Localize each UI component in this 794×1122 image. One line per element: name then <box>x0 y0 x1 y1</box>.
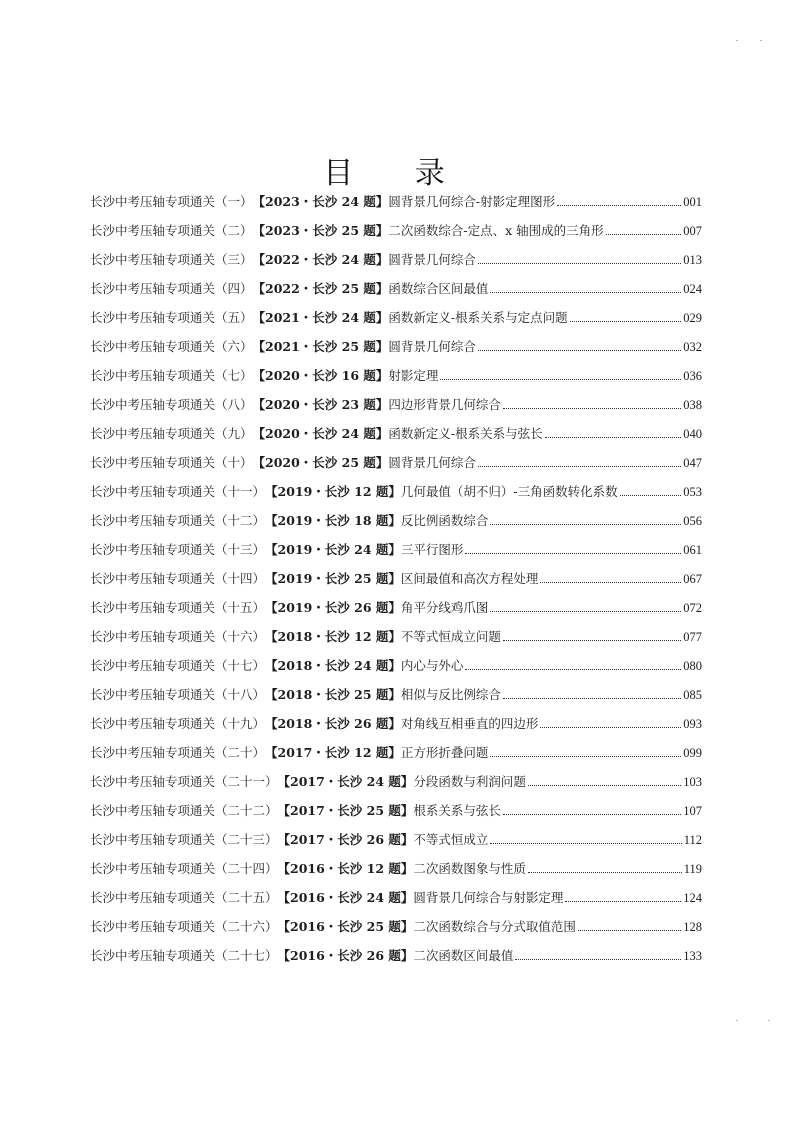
toc-entry[interactable] <box>90 192 702 221</box>
dot-leader <box>490 292 681 293</box>
toc-entry-series: 长沙中考压轴专项通关（二） <box>90 223 253 238</box>
toc-entry-tag: 【2016・长沙 24 题】 <box>277 890 414 905</box>
toc-entry-page-number: 061 <box>683 543 702 557</box>
toc-entry-tag: 【2021・长沙 25 题】 <box>252 339 389 354</box>
toc-entry[interactable] <box>90 859 702 888</box>
toc-entry-series: 长沙中考压轴专项通关（二十一） <box>90 774 278 789</box>
toc-entry-topic: 分段函数与利润问题 <box>413 774 526 789</box>
toc-entry-topic: 二次函数图象与性质 <box>413 861 526 876</box>
table-of-contents <box>90 192 702 975</box>
dot-leader <box>440 379 681 380</box>
toc-entry-series: 长沙中考压轴专项通关（十九） <box>90 716 266 731</box>
toc-entry-topic: 区间最值和高次方程处理 <box>400 571 539 586</box>
toc-entry-page-number: 032 <box>683 340 702 354</box>
toc-entry-page-number: 133 <box>683 949 702 963</box>
toc-entry-topic: 不等式恒成立 <box>413 832 489 847</box>
scan-speck <box>736 1020 738 1021</box>
dot-leader <box>557 205 681 206</box>
toc-entry-topic: 四边形背景几何综合 <box>388 397 501 412</box>
toc-entry-page-number: 013 <box>683 253 702 267</box>
toc-entry-series: 长沙中考压轴专项通关（三） <box>90 252 253 267</box>
toc-entry[interactable] <box>90 743 702 772</box>
toc-entry[interactable] <box>90 453 702 482</box>
toc-entry-tag: 【2018・长沙 25 题】 <box>265 687 401 702</box>
toc-entry-topic: 角平分线鸡爪图 <box>400 600 489 615</box>
toc-entry-page-number: 001 <box>683 195 702 209</box>
toc-entry-series: 长沙中考压轴专项通关（二十六） <box>90 919 278 934</box>
dot-leader <box>503 698 681 699</box>
toc-entry[interactable] <box>90 801 702 830</box>
toc-entry-tag: 【2018・长沙 12 题】 <box>265 629 401 644</box>
toc-entry-page-number: 128 <box>683 920 702 934</box>
toc-entry-page-number: 077 <box>683 630 702 644</box>
toc-entry[interactable] <box>90 540 702 569</box>
toc-entry-page-number: 067 <box>683 572 702 586</box>
toc-entry-page-number: 112 <box>683 833 702 847</box>
scan-speck <box>768 1020 770 1021</box>
toc-entry-series: 长沙中考压轴专项通关（二十七） <box>90 948 278 963</box>
toc-entry-page-number: 007 <box>683 224 702 238</box>
dot-leader <box>478 350 681 351</box>
toc-entry-tag: 【2020・长沙 25 题】 <box>252 455 389 470</box>
toc-entry-topic: 内心与外心 <box>400 658 464 673</box>
toc-entry-page-number: 093 <box>683 717 702 731</box>
toc-entry-topic: 函数综合区间最值 <box>388 281 489 296</box>
toc-entry[interactable] <box>90 714 702 743</box>
toc-entry[interactable] <box>90 627 702 656</box>
toc-entry-tag: 【2016・长沙 25 题】 <box>277 919 414 934</box>
toc-entry-tag: 【2016・长沙 12 题】 <box>277 861 414 876</box>
scan-speck <box>736 40 738 41</box>
dot-leader <box>503 640 681 641</box>
toc-entry-tag: 【2017・长沙 26 题】 <box>277 832 414 847</box>
toc-entry-page-number: 099 <box>683 746 702 760</box>
scan-speck <box>760 40 762 41</box>
toc-entry-series: 长沙中考压轴专项通关（十七） <box>90 658 266 673</box>
toc-entry[interactable] <box>90 946 702 975</box>
dot-leader <box>465 669 681 670</box>
toc-entry[interactable] <box>90 511 702 540</box>
toc-entry-tag: 【2020・长沙 24 题】 <box>252 426 389 441</box>
toc-entry-topic: 不等式恒成立问题 <box>400 629 501 644</box>
toc-entry-page-number: 053 <box>683 485 702 499</box>
dot-leader <box>503 814 681 815</box>
toc-entry[interactable] <box>90 395 702 424</box>
toc-entry-page-number: 056 <box>683 514 702 528</box>
toc-entry-tag: 【2017・长沙 24 题】 <box>277 774 414 789</box>
toc-entry-series: 长沙中考压轴专项通关（十一） <box>90 484 266 499</box>
toc-entry-page-number: 024 <box>683 282 702 296</box>
toc-entry-series: 长沙中考压轴专项通关（十六） <box>90 629 266 644</box>
toc-entry-tag: 【2020・长沙 16 题】 <box>252 368 389 383</box>
toc-entry-tag: 【2023・长沙 25 题】 <box>252 223 389 238</box>
toc-entry-tag: 【2019・长沙 25 题】 <box>265 571 401 586</box>
toc-entry-page-number: 085 <box>683 688 702 702</box>
toc-entry-tag: 【2018・长沙 24 题】 <box>265 658 401 673</box>
toc-entry-topic: 二次函数区间最值 <box>413 948 514 963</box>
toc-entry-tag: 【2019・长沙 18 题】 <box>265 513 401 528</box>
dot-leader <box>515 959 681 960</box>
dot-leader <box>490 524 681 525</box>
dot-leader <box>490 843 681 844</box>
toc-entry-series: 长沙中考压轴专项通关（六） <box>90 339 253 354</box>
toc-entry-tag: 【2019・长沙 24 题】 <box>265 542 401 557</box>
toc-entry-series: 长沙中考压轴专项通关（十三） <box>90 542 266 557</box>
dot-leader <box>490 756 681 757</box>
toc-entry-series: 长沙中考压轴专项通关（七） <box>90 368 253 383</box>
toc-entry-page-number: 103 <box>683 775 702 789</box>
toc-entry-series: 长沙中考压轴专项通关（十八） <box>90 687 266 702</box>
toc-entry-series: 长沙中考压轴专项通关（二十四） <box>90 861 278 876</box>
toc-entry-tag: 【2017・长沙 12 题】 <box>265 745 401 760</box>
toc-entry[interactable] <box>90 279 702 308</box>
toc-entry-topic: 二次函数综合-定点、x 轴围成的三角形 <box>388 223 604 238</box>
toc-entry[interactable] <box>90 308 702 337</box>
dot-leader <box>478 466 681 467</box>
toc-entry-topic: 相似与反比例综合 <box>400 687 501 702</box>
toc-entry-tag: 【2018・长沙 26 题】 <box>265 716 401 731</box>
dot-leader <box>540 727 681 728</box>
toc-entry[interactable] <box>90 830 702 859</box>
dot-leader <box>545 437 682 438</box>
toc-entry-topic: 几何最值（胡不归）-三角函数转化系数 <box>400 484 618 499</box>
toc-entry-topic: 反比例函数综合 <box>400 513 489 528</box>
toc-entry-page-number: 040 <box>683 427 702 441</box>
toc-entry-topic: 圆背景几何综合 <box>388 339 476 354</box>
toc-entry-tag: 【2021・长沙 24 题】 <box>252 310 389 325</box>
toc-entry[interactable] <box>90 337 702 366</box>
toc-entry-tag: 【2017・长沙 25 题】 <box>277 803 414 818</box>
toc-entry-topic: 正方形折叠问题 <box>400 745 489 760</box>
toc-entry[interactable] <box>90 656 702 685</box>
toc-entry[interactable] <box>90 482 702 511</box>
toc-entry-series: 长沙中考压轴专项通关（十五） <box>90 600 266 615</box>
toc-entry-topic: 对角线互相垂直的四边形 <box>400 716 539 731</box>
toc-entry-tag: 【2016・长沙 26 题】 <box>277 948 414 963</box>
page-title: 目 录 <box>323 156 471 191</box>
dot-leader <box>528 785 681 786</box>
toc-entry-topic: 三平行图形 <box>400 542 464 557</box>
toc-entry-topic: 根系关系与弦长 <box>413 803 501 818</box>
toc-entry[interactable] <box>90 772 702 801</box>
toc-entry-topic: 圆背景几何综合-射影定理图形 <box>388 194 556 209</box>
toc-entry-page-number: 038 <box>683 398 702 412</box>
toc-entry[interactable] <box>90 366 702 395</box>
toc-entry-tag: 【2020・长沙 23 题】 <box>252 397 389 412</box>
toc-entry[interactable] <box>90 598 702 627</box>
dot-leader <box>478 263 681 264</box>
toc-entry-page-number: 047 <box>683 456 702 470</box>
dot-leader <box>570 321 682 322</box>
dot-leader <box>503 408 681 409</box>
toc-entry[interactable] <box>90 685 702 714</box>
dot-leader <box>465 553 681 554</box>
toc-entry-page-number: 107 <box>683 804 702 818</box>
toc-entry-tag: 【2019・长沙 12 题】 <box>265 484 401 499</box>
toc-entry[interactable] <box>90 250 702 279</box>
toc-entry[interactable] <box>90 917 702 946</box>
dot-leader <box>490 611 681 612</box>
toc-entry-series: 长沙中考压轴专项通关（二十） <box>90 745 266 760</box>
toc-entry-series: 长沙中考压轴专项通关（二十三） <box>90 832 278 847</box>
dot-leader <box>620 495 682 496</box>
toc-entry-series: 长沙中考压轴专项通关（一） <box>90 194 253 209</box>
toc-entry-topic: 函数新定义-根系关系与定点问题 <box>388 310 568 325</box>
dot-leader <box>540 582 681 583</box>
toc-entry-tag: 【2023・长沙 24 题】 <box>252 194 389 209</box>
toc-entry[interactable] <box>90 221 702 250</box>
toc-entry-topic: 圆背景几何综合 <box>388 455 476 470</box>
toc-entry-series: 长沙中考压轴专项通关（四） <box>90 281 253 296</box>
toc-entry-topic: 二次函数综合与分式取值范围 <box>413 919 576 934</box>
toc-entry-series: 长沙中考压轴专项通关（二十二） <box>90 803 278 818</box>
toc-entry[interactable] <box>90 569 702 598</box>
dot-leader <box>578 930 681 931</box>
toc-entry[interactable] <box>90 888 702 917</box>
toc-entry-page-number: 119 <box>683 862 702 876</box>
toc-entry-series: 长沙中考压轴专项通关（十四） <box>90 571 266 586</box>
toc-entry-tag: 【2019・长沙 26 题】 <box>265 600 401 615</box>
toc-entry-series: 长沙中考压轴专项通关（十二） <box>90 513 266 528</box>
toc-entry-topic: 射影定理 <box>388 368 439 383</box>
toc-entry-tag: 【2022・长沙 25 题】 <box>252 281 389 296</box>
toc-entry-series: 长沙中考压轴专项通关（五） <box>90 310 253 325</box>
toc-entry-page-number: 124 <box>683 891 702 905</box>
toc-entry-page-number: 072 <box>683 601 702 615</box>
dot-leader <box>565 901 681 902</box>
toc-entry-series: 长沙中考压轴专项通关（十） <box>90 455 253 470</box>
toc-entry-series: 长沙中考压轴专项通关（八） <box>90 397 253 412</box>
toc-entry-topic: 函数新定义-根系关系与弦长 <box>388 426 543 441</box>
toc-entry-topic: 圆背景几何综合 <box>388 252 476 267</box>
toc-entry-series: 长沙中考压轴专项通关（九） <box>90 426 253 441</box>
toc-entry-series: 长沙中考压轴专项通关（二十五） <box>90 890 278 905</box>
toc-entry-page-number: 036 <box>683 369 702 383</box>
toc-entry[interactable] <box>90 424 702 453</box>
toc-entry-topic: 圆背景几何综合与射影定理 <box>413 890 564 905</box>
toc-entry-page-number: 029 <box>683 311 702 325</box>
dot-leader <box>606 234 682 235</box>
toc-entry-page-number: 080 <box>683 659 702 673</box>
dot-leader <box>528 872 682 873</box>
toc-entry-tag: 【2022・长沙 24 题】 <box>252 252 389 267</box>
